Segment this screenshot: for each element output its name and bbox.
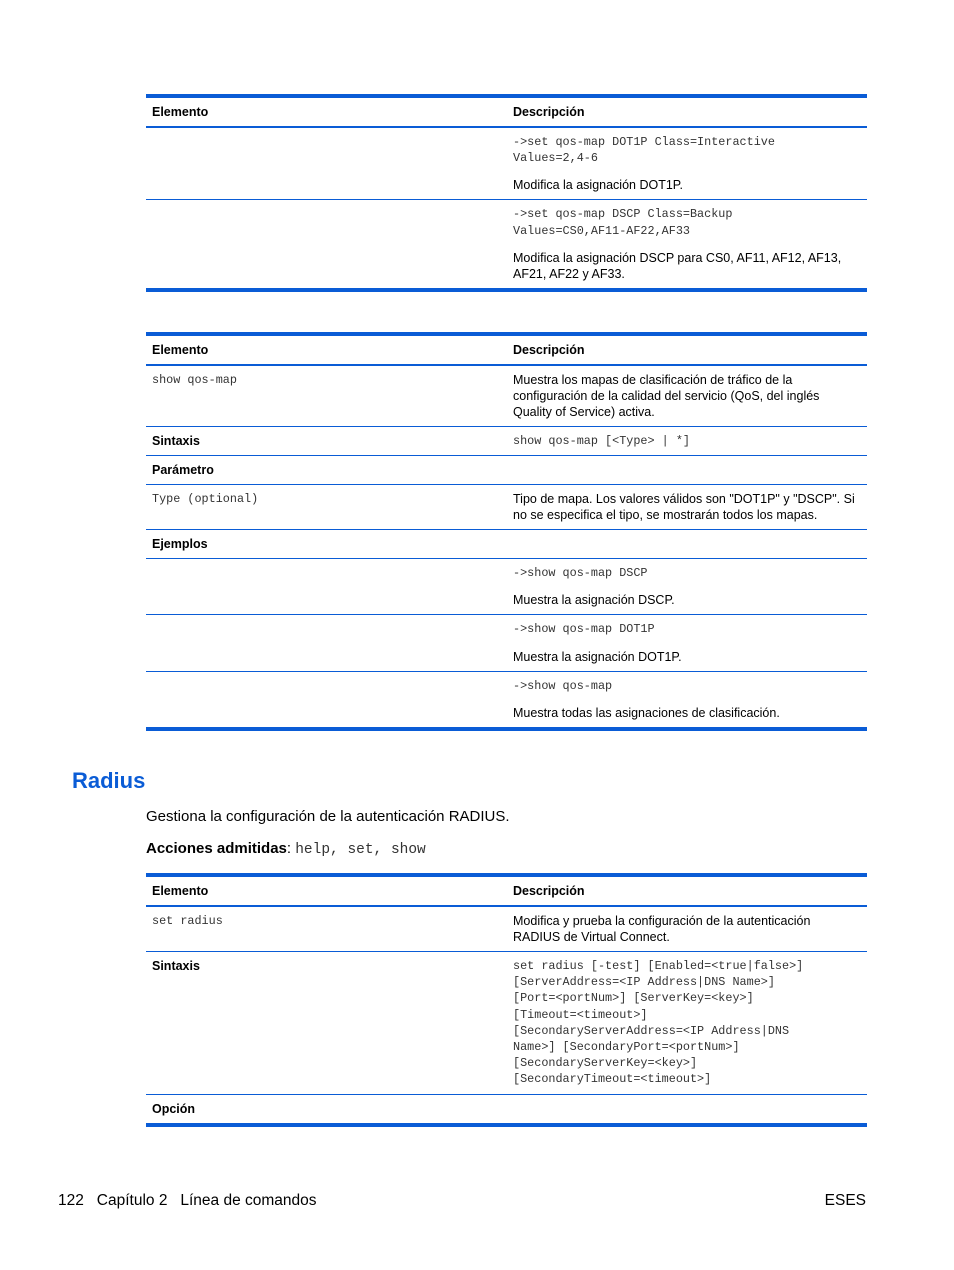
table-row bbox=[146, 907, 867, 952]
option-label: Opción bbox=[152, 1101, 196, 1116]
command-description: Muestra los mapas de clasificación de tráfico de la configuración de la calidad del servicio (QoS, del inglés Quality of Service) activa. bbox=[513, 373, 820, 419]
table-row bbox=[146, 1095, 867, 1123]
example-command: ->show qos-map bbox=[513, 678, 613, 693]
column-header-element: Elemento bbox=[152, 105, 209, 119]
supported-actions bbox=[146, 840, 426, 858]
table-header bbox=[146, 98, 867, 128]
section-intro: Gestiona la configuración de la autenticación RADIUS. bbox=[146, 808, 510, 825]
syntax-value: show qos-map [<Type> | *] bbox=[513, 434, 690, 448]
command-name: show qos-map bbox=[152, 373, 237, 387]
table-row bbox=[146, 672, 867, 727]
table-row bbox=[146, 530, 867, 559]
parameter-name: Type (optional) bbox=[152, 492, 259, 507]
table-row bbox=[146, 366, 867, 427]
table-header bbox=[146, 877, 867, 907]
table-row bbox=[146, 456, 867, 485]
example-command: ->set qos-map DOT1P Class=Interactive Values=2,4-6 bbox=[513, 135, 775, 166]
column-header-element: Elemento bbox=[152, 343, 209, 357]
table-row bbox=[146, 952, 867, 1095]
table-row bbox=[146, 615, 867, 671]
example-command: ->show qos-map DOT1P bbox=[513, 622, 655, 637]
table-row bbox=[146, 128, 867, 200]
supported-actions-colon: : bbox=[286, 840, 296, 857]
example-description: Muestra todas las asignaciones de clasificación. bbox=[513, 705, 780, 720]
example-description: Muestra la asignación DOT1P. bbox=[513, 649, 682, 664]
examples-label: Ejemplos bbox=[152, 537, 208, 552]
table-row bbox=[146, 427, 867, 456]
command-description: Modifica y prueba la configuración de la autenticación RADIUS de Virtual Connect. bbox=[513, 914, 811, 944]
example-command: ->set qos-map DSCP Class=Backup Values=CS0,AF11-AF22,AF33 bbox=[513, 207, 733, 238]
page-footer-left: 122 Capítulo 2 Línea de comandos bbox=[58, 1192, 317, 1209]
supported-actions-value: help, set, show bbox=[295, 842, 426, 858]
radius-table bbox=[146, 873, 867, 1127]
table-header bbox=[146, 336, 867, 366]
column-header-description: Descripción bbox=[513, 884, 585, 898]
table-row bbox=[146, 559, 867, 615]
supported-actions-label: Acciones admitidas bbox=[146, 840, 287, 857]
table-row bbox=[146, 485, 867, 530]
parameter-description: Tipo de mapa. Los valores válidos son "DOT1P" y "DSCP". Si no se especifica el tipo, se mostrarán todos los mapas. bbox=[513, 492, 855, 523]
syntax-label: Sintaxis bbox=[152, 959, 200, 973]
command-name: set radius bbox=[152, 914, 223, 928]
section-title: Radius bbox=[72, 768, 146, 793]
column-header-description: Descripción bbox=[513, 105, 585, 119]
syntax-label: Sintaxis bbox=[152, 434, 200, 448]
table-row bbox=[146, 200, 867, 287]
example-description: Modifica la asignación DSCP para CS0, AF11, AF12, AF13, AF21, AF22 y AF33. bbox=[513, 250, 842, 281]
qos-map-set-table bbox=[146, 94, 867, 292]
column-header-description: Descripción bbox=[513, 343, 585, 357]
page-footer-right: ESES bbox=[824, 1192, 866, 1209]
column-header-element: Elemento bbox=[152, 884, 209, 898]
example-description: Modifica la asignación DOT1P. bbox=[513, 178, 683, 193]
show-qos-map-table bbox=[146, 332, 867, 731]
example-description: Muestra la asignación DSCP. bbox=[513, 593, 675, 608]
parameter-label: Parámetro bbox=[152, 463, 214, 478]
example-command: ->show qos-map DSCP bbox=[513, 566, 648, 581]
syntax-value: set radius [-test] [Enabled=<true|false>] [ServerAddress=<IP Address|DNS Name>] [Port=<portNum>] [ServerKey=<key>] [Timeout=<timeout>] [SecondaryServerAddress=<IP Address|DNS Name>] [SecondaryPort=<portNum>] [SecondaryServerKey=<key>] [SecondaryTimeout=<timeout>] bbox=[513, 959, 804, 1087]
